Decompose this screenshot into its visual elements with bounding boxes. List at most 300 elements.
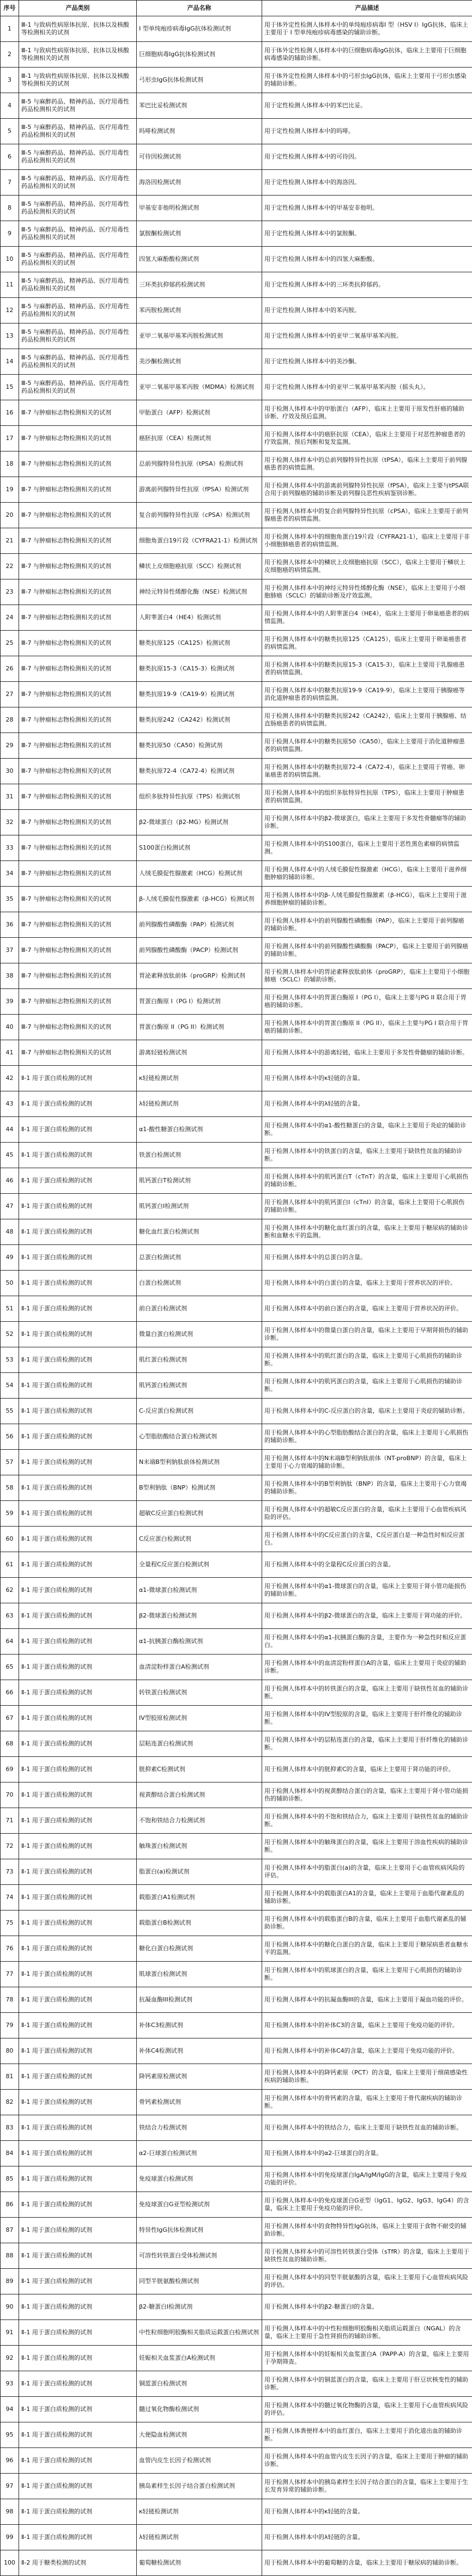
cell-category: Ⅱ-1 用于蛋白质检测的试剂 [19, 1552, 137, 1578]
cell-description: 用于检测人体样本中的α1-酸性糖蛋白的含量，临床上主要用于炎症的辅助诊断。 [262, 1117, 472, 1143]
cell-category: Ⅲ-7 与肿瘤标志物检测相关的试剂 [19, 989, 137, 1015]
cell-category: Ⅱ-1 用于蛋白质检测的试剂 [19, 1987, 137, 2013]
cell-number: 41 [1, 1040, 19, 1066]
table-row [1, 170, 472, 196]
table-row [1, 2013, 472, 2038]
cell-number: 96 [1, 2448, 19, 2474]
cell-description: 用于检测人体样本中的糖类抗原15-3（CA15-3），临床上主要用于乳腺癌患者的病情监测。 [262, 656, 472, 682]
cell-number: 98 [1, 2499, 19, 2525]
table-row [1, 1271, 472, 1296]
cell-description: 用于检测人体样本中的总前列腺特异性抗原（tPSA），临床上主要用于前列腺癌患者的病情监测。 [262, 451, 472, 477]
cell-number: 43 [1, 1091, 19, 1117]
cell-category: Ⅱ-1 用于蛋白质检测的试剂 [19, 2422, 137, 2448]
cell-name: 可待因检测试剂 [137, 144, 262, 170]
cell-name: 氯胺酮检测试剂 [137, 221, 262, 247]
cell-description: 用于检测人体样本中的血清淀粉样蛋白A的含量，临床上主要用于炎症的辅助诊断。 [262, 1655, 472, 1680]
cell-name: 游离前列腺特异性抗原（fPSA）检测试剂 [137, 477, 262, 503]
cell-name: 铁蛋白检测试剂 [137, 1143, 262, 1168]
table-row [1, 2090, 472, 2115]
table-row [1, 2218, 472, 2243]
table-body [1, 16, 472, 2576]
cell-category: Ⅱ-1 用于蛋白质检测的试剂 [19, 1347, 137, 1373]
cell-description: 用于检测人体样本中的胱抑素C的含量，临床上主要用于肾功能的评价。 [262, 1757, 472, 1783]
cell-name: 苯巴比妥检测试剂 [137, 93, 262, 119]
cell-description: 用于检测人体样本中的甲胎蛋白（AFP），临床上主要用于原发性肝癌的辅助诊断、疗效及预后监测。 [262, 400, 472, 426]
cell-number: 78 [1, 1987, 19, 2013]
cell-name: β2-糖蛋白I检测试剂 [137, 2294, 262, 2320]
cell-description: 用于检测人体样本中的脂蛋白(a)的含量，临床上主要用于心血管疾病风险的评估。 [262, 1859, 472, 1885]
cell-number: 93 [1, 2371, 19, 2397]
table-row [1, 707, 472, 733]
cell-name: 鳞状上皮细胞癌抗原（SCC）检测试剂 [137, 554, 262, 579]
table-row [1, 323, 472, 349]
cell-number: 86 [1, 2192, 19, 2218]
table-row [1, 1680, 472, 1706]
cell-number: 56 [1, 1424, 19, 1450]
table-row [1, 835, 472, 861]
table-row [1, 477, 472, 503]
cell-number: 87 [1, 2218, 19, 2243]
cell-description: 用于定性检测人体样本中的三环类抗抑郁药。 [262, 272, 472, 298]
table-row [1, 2397, 472, 2422]
cell-category: Ⅱ-1 用于蛋白质检测的试剂 [19, 1706, 137, 1731]
cell-category: Ⅱ-1 用于蛋白质检测的试剂 [19, 1527, 137, 1552]
table-row [1, 2064, 472, 2090]
cell-number: 74 [1, 1885, 19, 1910]
cell-category: Ⅱ-1 用于蛋白质检测的试剂 [19, 1245, 137, 1271]
cell-description: 用于检测人体样本中的糖类抗原72-4（CA72-4），临床上主要用于胃癌、卵巢癌患者的病情监测。 [262, 759, 472, 784]
cell-description: 用于检测人体样本中的降钙素原（PCT）的含量，临床上主要用于细菌感染性疾病的辅助诊断。 [262, 2064, 472, 2090]
table-row [1, 1655, 472, 1680]
table-row [1, 1808, 472, 1834]
cell-description: 用于检测人体样本中的不饱和铁结合力，临床上主要用于缺铁性贫血的辅助诊断。 [262, 1808, 472, 1834]
table-row [1, 2346, 472, 2371]
cell-name: 吗啡检测试剂 [137, 119, 262, 144]
cell-category: Ⅱ-1 用于蛋白质检测的试剂 [19, 1578, 137, 1603]
cell-name: 大便隐血检测试剂 [137, 2422, 262, 2448]
cell-description: 用于检测人体样本中的S100蛋白，临床上主要用于恶性黑色素瘤的病情监测。 [262, 835, 472, 861]
cell-name: 胱抑素C检测试剂 [137, 1757, 262, 1783]
cell-category: Ⅲ-7 与肿瘤标志物检测相关的试剂 [19, 1040, 137, 1066]
cell-category: Ⅲ-7 与肿瘤标志物检测相关的试剂 [19, 400, 137, 426]
cell-category: Ⅱ-1 用于蛋白质检测的试剂 [19, 2141, 137, 2166]
cell-description: 用于检测人体样本中的同型半胱氨酸的含量，临床上主要用于心血管疾病风险的评估。 [262, 2269, 472, 2294]
cell-description: 用于检测人体样本中的妊娠相关血浆蛋白A（PAPP-A）的含量，临床上主要用于孕期筛查。 [262, 2346, 472, 2371]
table-row [1, 759, 472, 784]
cell-number: 81 [1, 2064, 19, 2090]
cell-description: 用于检测人体样本中的食物特异性IgG抗体，临床上主要用于食物不耐受的辅助诊断。 [262, 2218, 472, 2243]
table-row [1, 42, 472, 68]
cell-number: 40 [1, 1015, 19, 1040]
cell-name: 前白蛋白检测试剂 [137, 1296, 262, 1322]
cell-description: 用于检测人体样本中的组织多肽特异性抗原（TPS），临床上主要用于肿瘤患者的病情监测。 [262, 784, 472, 810]
cell-description: 用于检测人体样本中的复合前列腺特异性抗原（cPSA），临床上主要用于前列腺癌患者的病情监测。 [262, 503, 472, 528]
cell-description: 用于检测人体样本中的人附睾蛋白4（HE4），临床上主要用于卵巢癌患者的病情监测。 [262, 605, 472, 631]
cell-name: 不饱和铁结合力检测试剂 [137, 1808, 262, 1834]
cell-description: 用于检测人体样本中的免疫球蛋白IgA/IgM/IgG的含量，临床上主要用于免疫功能的评价。 [262, 2166, 472, 2192]
cell-name: 糖类抗原125（CA125）检测试剂 [137, 631, 262, 656]
cell-description: 用于检测人体样本中的λ轻链的含量。 [262, 1091, 472, 1117]
cell-description: 用于检测人体样本中的β-人绒毛膜促性腺激素（β-HCG），临床上主要用于滋养细胞肿瘤的辅助诊断。 [262, 887, 472, 912]
cell-description: 用于检测人体样本中的补体C3的含量，临床上主要用于免疫功能的评价。 [262, 2013, 472, 2038]
table-row [1, 1552, 472, 1578]
cell-number: 72 [1, 1834, 19, 1859]
cell-name: 载脂蛋白A1检测试剂 [137, 1885, 262, 1910]
cell-description: 用于检测人体样本中的糖化血红蛋白的含量，临床上主要用于糖尿病的辅助诊断和血糖水平的监测。 [262, 1219, 472, 1245]
cell-category: Ⅲ-7 与肿瘤标志物检测相关的试剂 [19, 861, 137, 887]
header-category: 产品类别 [19, 1, 137, 16]
table-row [1, 2269, 472, 2294]
cell-description: 用于检测人体样本中的前白蛋白的含量，临床上主要用于营养状况的评价。 [262, 1296, 472, 1322]
table-row [1, 1194, 472, 1219]
table-row [1, 1834, 472, 1859]
cell-description: 用于检测人体样本中的肌钙蛋白T（cTnT）的含量，临床上主要用于心肌损伤的辅助诊断。 [262, 1168, 472, 1194]
cell-description: 用于体外定性检测人体样本中的弓形虫IgG抗体，临床上主要用于弓形虫感染的辅助诊断。 [262, 68, 472, 93]
cell-number: 70 [1, 1783, 19, 1808]
table-row [1, 2448, 472, 2474]
cell-description: 用于检测人体样本中的全量程C反应蛋白的含量。 [262, 1552, 472, 1578]
cell-category: Ⅱ-2 用于糖类检测的试剂 [19, 2550, 137, 2576]
cell-category: Ⅲ-7 与肿瘤标志物检测相关的试剂 [19, 784, 137, 810]
table-row [1, 1859, 472, 1885]
cell-number: 55 [1, 1399, 19, 1424]
cell-description: 用于检测人体样本中的载脂蛋白B的含量，临床上主要用于血脂代谢紊乱的辅助诊断。 [262, 1910, 472, 1936]
table-row [1, 810, 472, 835]
cell-category: Ⅱ-1 用于蛋白质检测的试剂 [19, 2499, 137, 2525]
cell-number: 7 [1, 170, 19, 196]
cell-description: 用于检测人体样本中的胃泌素释放肽前体（proGRP），临床上主要用于小细胞肺癌（SCLC）的辅助诊断。 [262, 963, 472, 989]
table-row [1, 2422, 472, 2448]
cell-name: 神经元特异性烯醇化酶（NSE）检测试剂 [137, 579, 262, 605]
cell-category: Ⅲ-7 与肿瘤标志物检测相关的试剂 [19, 579, 137, 605]
cell-number: 25 [1, 631, 19, 656]
cell-category: Ⅲ-5 与麻醉药品、精神药品、医疗用毒性药品检测相关的试剂 [19, 298, 137, 323]
table-row [1, 1015, 472, 1040]
header-name: 产品名称 [137, 1, 262, 16]
cell-category: Ⅱ-1 用于蛋白质检测的试剂 [19, 2371, 137, 2397]
cell-name: α1-抗胰蛋白酶检测试剂 [137, 1629, 262, 1655]
table-row [1, 1987, 472, 2013]
cell-category: Ⅱ-1 用于蛋白质检测的试剂 [19, 2397, 137, 2422]
table-header [1, 1, 472, 16]
cell-number: 62 [1, 1578, 19, 1603]
table-row [1, 1475, 472, 1501]
cell-number: 24 [1, 605, 19, 631]
table-row [1, 144, 472, 170]
table-row [1, 375, 472, 400]
cell-category: Ⅱ-1 用于蛋白质检测的试剂 [19, 1680, 137, 1706]
cell-description: 用于检测人体样本中的补体C4的含量，临床上主要用于免疫功能的评价。 [262, 2038, 472, 2064]
table-row [1, 605, 472, 631]
cell-number: 91 [1, 2320, 19, 2346]
cell-category: Ⅲ-7 与肿瘤标志物检测相关的试剂 [19, 759, 137, 784]
cell-name: 美沙酮检测试剂 [137, 349, 262, 375]
cell-number: 28 [1, 707, 19, 733]
cell-description: 用于定性检测人体样本中的氯胺酮。 [262, 221, 472, 247]
cell-number: 69 [1, 1757, 19, 1783]
cell-category: Ⅱ-1 用于蛋白质检测的试剂 [19, 2320, 137, 2346]
cell-description: 用于检测人体样本中的κ轻链的含量。 [262, 2499, 472, 2525]
cell-number: 85 [1, 2166, 19, 2192]
cell-name: 巨细胞病毒IgG抗体检测试剂 [137, 42, 262, 68]
cell-description: 用于定性检测人体样本中的苯丙胺。 [262, 298, 472, 323]
cell-name: 海洛因检测试剂 [137, 170, 262, 196]
cell-description: 用于检测人体样本中的α1-抗胰蛋白酶的含量，主要作为一种急性时相反应蛋白。 [262, 1629, 472, 1655]
cell-category: Ⅱ-1 用于蛋白质检测的试剂 [19, 1219, 137, 1245]
cell-name: 糖化血红蛋白检测试剂 [137, 1219, 262, 1245]
cell-name: N末端B型利钠肽前体检测试剂 [137, 1450, 262, 1475]
cell-description: 用于检测人体样本中的游离轻链，临床上主要用于多发性骨髓瘤的辅助诊断。 [262, 1040, 472, 1066]
cell-category: Ⅱ-1 用于蛋白质检测的试剂 [19, 1501, 137, 1527]
cell-name: 胃蛋白酶原 II（PG II）检测试剂 [137, 1015, 262, 1040]
cell-category: Ⅲ-7 与肿瘤标志物检测相关的试剂 [19, 477, 137, 503]
cell-category: Ⅱ-1 用于蛋白质检测的试剂 [19, 1603, 137, 1629]
cell-category: Ⅲ-5 与麻醉药品、精神药品、医疗用毒性药品检测相关的试剂 [19, 349, 137, 375]
cell-number: 10 [1, 247, 19, 272]
cell-number: 6 [1, 144, 19, 170]
table-row [1, 528, 472, 554]
table-row [1, 2320, 472, 2346]
cell-name: 糖类抗原19-9（CA19-9）检测试剂 [137, 682, 262, 707]
cell-name: κ轻链检测试剂 [137, 1066, 262, 1091]
cell-number: 90 [1, 2294, 19, 2320]
cell-category: Ⅲ-7 与肿瘤标志物检测相关的试剂 [19, 631, 137, 656]
table-row [1, 1040, 472, 1066]
cell-name: 癌胚抗原（CEA）检测试剂 [137, 426, 262, 451]
cell-name: 补体C3检测试剂 [137, 2013, 262, 2038]
cell-category: Ⅱ-1 用于蛋白质检测的试剂 [19, 1962, 137, 1987]
cell-category: Ⅱ-1 用于蛋白质检测的试剂 [19, 1296, 137, 1322]
cell-name: C反应蛋白检测试剂 [137, 1527, 262, 1552]
cell-number: 9 [1, 221, 19, 247]
cell-category: Ⅱ-1 用于蛋白质检测的试剂 [19, 1834, 137, 1859]
table-row [1, 1322, 472, 1347]
cell-description: 用于检测人体样本中的铜蓝蛋白的含量，临床上主要用于肝豆状核变性的辅助诊断。 [262, 2371, 472, 2397]
cell-name: 肌钙蛋白检测试剂 [137, 1373, 262, 1399]
cell-description: 用于检测人体样本中的前列腺酸性磷酸酶（PACP），临床上主要用于前列腺癌的辅助诊断。 [262, 938, 472, 963]
cell-name: 肌钙蛋白T检测试剂 [137, 1168, 262, 1194]
cell-description: 用于检测人体样本中的C-反应蛋白的含量，临床上主要用于炎症的辅助诊断。 [262, 1399, 472, 1424]
table-row [1, 1450, 472, 1475]
cell-name: 妊娠相关血浆蛋白A检测试剂 [137, 2346, 262, 2371]
cell-number: 58 [1, 1475, 19, 1501]
cell-name: 葡萄糖检测试剂 [137, 2550, 262, 2576]
cell-number: 57 [1, 1450, 19, 1475]
cell-description: 用于检测人体样本中的肌球蛋白的含量，临床上主要用于心肌损伤的辅助诊断。 [262, 1962, 472, 1987]
cell-name: β-人绒毛膜促性腺激素（β-HCG）检测试剂 [137, 887, 262, 912]
cell-name: 糖化白蛋白检测试剂 [137, 1936, 262, 1962]
cell-category: Ⅱ-1 用于蛋白质检测的试剂 [19, 1757, 137, 1783]
cell-category: Ⅱ-1 用于蛋白质检测的试剂 [19, 1885, 137, 1910]
cell-number: 14 [1, 349, 19, 375]
cell-number: 89 [1, 2269, 19, 2294]
cell-number: 61 [1, 1552, 19, 1578]
cell-category: Ⅲ-7 与肿瘤标志物检测相关的试剂 [19, 503, 137, 528]
cell-number: 20 [1, 503, 19, 528]
cell-category: Ⅲ-7 与肿瘤标志物检测相关的试剂 [19, 707, 137, 733]
cell-description: 用于检测人体样本中的β2-微球蛋白的含量，临床上主要用于肾功能的评价。 [262, 1603, 472, 1629]
cell-number: 13 [1, 323, 19, 349]
cell-category: Ⅱ-1 用于蛋白质检测的试剂 [19, 2525, 137, 2550]
table-row [1, 93, 472, 119]
table-row [1, 400, 472, 426]
cell-description: 用于检测人体样本中的人绒毛膜促性腺激素（HCG），临床上主要用于滋养细胞肿瘤的辅助诊断。 [262, 861, 472, 887]
cell-number: 36 [1, 912, 19, 938]
cell-description: 用于检测人体样本中的肌红蛋白的含量，临床上主要用于心肌损伤的辅助诊断。 [262, 1347, 472, 1373]
cell-number: 35 [1, 887, 19, 912]
table-row [1, 1629, 472, 1655]
cell-description: 用于检测人体样本中的触珠蛋白的含量，临床上主要用于溶血性疾病的辅助诊断。 [262, 1834, 472, 1859]
cell-description: 用于检测人体样本中的可溶性转铁蛋白受体（sTfR）的含量，临床上主要用于缺铁性贫血的辅助诊断。 [262, 2243, 472, 2269]
cell-number: 79 [1, 2013, 19, 2038]
cell-name: α1-酸性糖蛋白检测试剂 [137, 1117, 262, 1143]
cell-number: 21 [1, 528, 19, 554]
cell-number: 39 [1, 989, 19, 1015]
table-row [1, 1578, 472, 1603]
cell-number: 11 [1, 272, 19, 298]
table-row [1, 682, 472, 707]
cell-description: 用于检测人体样本中的癌胚抗原（CEA），临床上主要用于对恶性肿瘤患者的疗效监测、预后判断和复发监测。 [262, 426, 472, 451]
cell-name: 亚甲二氧基甲基苯丙胺（MDMA）检测试剂 [137, 375, 262, 400]
cell-name: 肌球蛋白检测试剂 [137, 1962, 262, 1987]
cell-category: Ⅱ-1 用于蛋白质检测的试剂 [19, 1066, 137, 1091]
cell-description: 用于检测人体样本中的κ轻链的含量。 [262, 1066, 472, 1091]
cell-number: 3 [1, 68, 19, 93]
table-row [1, 298, 472, 323]
table-row [1, 503, 472, 528]
cell-number: 5 [1, 119, 19, 144]
cell-name: 心型脂肪酸结合蛋白检测试剂 [137, 1424, 262, 1450]
cell-name: 游离轻链检测试剂 [137, 1040, 262, 1066]
cell-description: 用于检测人体样本中的α1-微球蛋白的含量，临床上主要用于肾小管功能损伤的辅助诊断。 [262, 1578, 472, 1603]
table-row [1, 2294, 472, 2320]
table-row [1, 1603, 472, 1629]
cell-number: 97 [1, 2474, 19, 2499]
cell-name: 铜蓝蛋白检测试剂 [137, 2371, 262, 2397]
table-row [1, 119, 472, 144]
cell-number: 65 [1, 1655, 19, 1680]
cell-description: 用于检测人体样本中的糖类抗原242（CA242），临床上主要用于胰腺癌、结直肠癌患者的病情监测。 [262, 707, 472, 733]
cell-number: 52 [1, 1322, 19, 1347]
cell-category: Ⅱ-1 用于蛋白质检测的试剂 [19, 1399, 137, 1424]
cell-description: 用于检测人体样本中的转铁蛋白的含量，临床上主要用于缺铁性贫血的辅助诊断。 [262, 1680, 472, 1706]
cell-description: 用于检测人体样本中的α2-巨球蛋白的含量。 [262, 2141, 472, 2166]
cell-category: Ⅲ-7 与肿瘤标志物检测相关的试剂 [19, 938, 137, 963]
cell-name: 糖类抗原15-3（CA15-3）检测试剂 [137, 656, 262, 682]
cell-name: 复合前列腺特异性抗原（cPSA）检测试剂 [137, 503, 262, 528]
cell-name: 血管内皮生长因子检测试剂 [137, 2448, 262, 2474]
table-row [1, 1757, 472, 1783]
cell-description: 用于检测人体样本中的B型利钠肽（BNP）的含量，临床上主要用于心力衰竭的辅助诊断。 [262, 1475, 472, 1501]
cell-category: Ⅲ-7 与肿瘤标志物检测相关的试剂 [19, 963, 137, 989]
table-row [1, 1527, 472, 1552]
cell-number: 15 [1, 375, 19, 400]
cell-name: I 型单纯疱疹病毒IgG抗体检测试剂 [137, 16, 262, 42]
cell-name: 糖类抗原72-4（CA72-4）检测试剂 [137, 759, 262, 784]
table-row [1, 1143, 472, 1168]
cell-name: β2-微球蛋白检测试剂 [137, 1603, 262, 1629]
cell-number: 34 [1, 861, 19, 887]
table-row [1, 1373, 472, 1399]
cell-number: 19 [1, 477, 19, 503]
cell-description: 用于检测人体样本中的抗凝血酶III的含量，临床上主要用于凝血功能的评价。 [262, 1987, 472, 2013]
cell-number: 31 [1, 784, 19, 810]
cell-description: 用于检测人体样本中的细胞角蛋白19片段（CYFRA21-1），临床上主要用于非小细胞肺癌患者的病情监测。 [262, 528, 472, 554]
cell-category: Ⅲ-5 与麻醉药品、精神药品、医疗用毒性药品检测相关的试剂 [19, 119, 137, 144]
table-row [1, 631, 472, 656]
cell-name: 糖类抗原242（CA242）检测试剂 [137, 707, 262, 733]
table-row [1, 1117, 472, 1143]
cell-description: 用于检测人体样本中的β2-糖蛋白I的含量。 [262, 2294, 472, 2320]
cell-category: Ⅲ-1 与致病性病原体抗原、抗体以及核酸等检测相关的试剂 [19, 16, 137, 42]
table-row [1, 196, 472, 221]
cell-number: 46 [1, 1168, 19, 1194]
cell-category: Ⅱ-1 用于蛋白质检测的试剂 [19, 1424, 137, 1450]
table-row [1, 16, 472, 42]
cell-number: 38 [1, 963, 19, 989]
cell-number: 80 [1, 2038, 19, 2064]
table-row [1, 733, 472, 759]
cell-description: 用于检测人体样本中的糖类抗原50（CA50），临床上主要用于消化道肿瘤患者的病情监测。 [262, 733, 472, 759]
cell-category: Ⅱ-1 用于蛋白质检测的试剂 [19, 1117, 137, 1143]
table-row [1, 656, 472, 682]
table-row [1, 1731, 472, 1757]
table-row [1, 2499, 472, 2525]
table-row [1, 2550, 472, 2576]
cell-category: Ⅱ-1 用于蛋白质检测的试剂 [19, 2474, 137, 2499]
cell-name: 载脂蛋白B检测试剂 [137, 1910, 262, 1936]
cell-description: 用于检测人体样本中的微量白蛋白的含量，临床上主要用于早期肾损伤的辅助诊断。 [262, 1322, 472, 1347]
table-row [1, 68, 472, 93]
cell-category: Ⅲ-1 与致病性病原体抗原、抗体以及核酸等检测相关的试剂 [19, 42, 137, 68]
cell-description: 用于检测人体样本中的β2-微球蛋白，临床上主要用于多发性骨髓瘤等的辅助诊断。 [262, 810, 472, 835]
cell-name: 特异性IgG抗体检测试剂 [137, 2218, 262, 2243]
cell-number: 44 [1, 1117, 19, 1143]
table-row [1, 2371, 472, 2397]
table-row [1, 1885, 472, 1910]
cell-category: Ⅲ-5 与麻醉药品、精神药品、医疗用毒性药品检测相关的试剂 [19, 272, 137, 298]
cell-number: 67 [1, 1706, 19, 1731]
cell-description: 用于检测人体样本中的血管内皮生长因子的含量，临床上主要用于肿瘤的辅助诊断。 [262, 2448, 472, 2474]
cell-description: 用于体外定性检测人体样本中的巨细胞病毒IgG抗体，临床上主要用于巨细胞病毒感染的辅助诊断。 [262, 42, 472, 68]
table-row [1, 1910, 472, 1936]
cell-category: Ⅱ-1 用于蛋白质检测的试剂 [19, 1910, 137, 1936]
cell-name: 全量程C反应蛋白检测试剂 [137, 1552, 262, 1578]
cell-description: 用于检测人体样本中的肌钙蛋白的含量，临床上主要用于心肌损伤的辅助诊断。 [262, 1373, 472, 1399]
cell-description: 用于检测人体样本中的IV型胶原的含量，临床上主要用于肝纤维化的辅助诊断。 [262, 1706, 472, 1731]
cell-category: Ⅱ-1 用于蛋白质检测的试剂 [19, 2064, 137, 2090]
cell-category: Ⅲ-5 与麻醉药品、精神药品、医疗用毒性药品检测相关的试剂 [19, 221, 137, 247]
cell-name: 视黄醇结合蛋白检测试剂 [137, 1783, 262, 1808]
table-row [1, 554, 472, 579]
cell-name: 苯丙胺检测试剂 [137, 298, 262, 323]
cell-category: Ⅱ-1 用于蛋白质检测的试剂 [19, 1091, 137, 1117]
cell-category: Ⅲ-7 与肿瘤标志物检测相关的试剂 [19, 912, 137, 938]
cell-category: Ⅲ-5 与麻醉药品、精神药品、医疗用毒性药品检测相关的试剂 [19, 170, 137, 196]
cell-description: 用于检测人体样本中的总蛋白的含量。 [262, 1245, 472, 1271]
cell-category: Ⅲ-7 与肿瘤标志物检测相关的试剂 [19, 426, 137, 451]
table-row [1, 2141, 472, 2166]
cell-description: 用于定性检测人体样本中的亚甲二氧基甲基苯丙胺（摇头丸）。 [262, 375, 472, 400]
cell-category: Ⅱ-1 用于蛋白质检测的试剂 [19, 1808, 137, 1834]
cell-category: Ⅱ-1 用于蛋白质检测的试剂 [19, 1322, 137, 1347]
table-row [1, 1168, 472, 1194]
cell-number: 8 [1, 196, 19, 221]
cell-description: 用于检测人体样本中的中性粒细胞明胶酶相关脂质运载蛋白（NGAL）的含量，临床上主要用于急性肾损伤的辅助诊断。 [262, 2320, 472, 2346]
cell-description: 用于体外定性检测人体样本中的单纯疱疹病毒I 型（HSV I）IgG抗体，临床上主要用于 I 型单纯疱疹病毒感染的辅助诊断。 [262, 16, 472, 42]
cell-number: 22 [1, 554, 19, 579]
cell-description: 用于检测人体样本中的载脂蛋白A1的含量，临床上主要用于血脂代谢紊乱的辅助诊断。 [262, 1885, 472, 1910]
